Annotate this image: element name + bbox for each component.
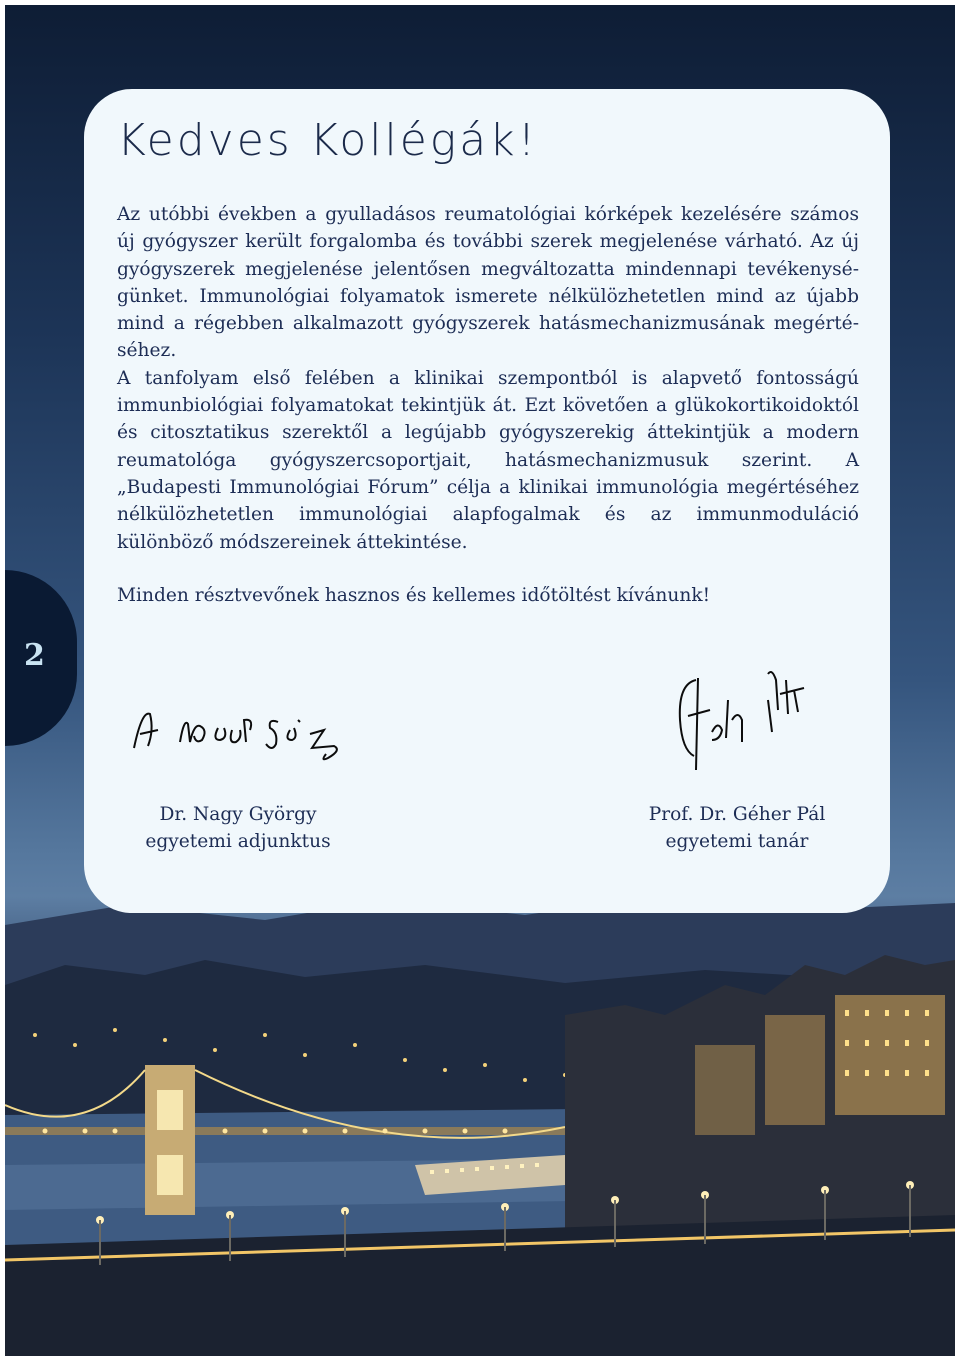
letter-closing: Minden résztvevőnek hasznos és kellemes időtöltést kívánunk!: [117, 585, 711, 606]
signatory-name: Prof. Dr. Géher Pál: [648, 804, 826, 825]
signature-nagy-image: [128, 700, 360, 770]
signatory-nagy: [124, 801, 352, 855]
letter-body: [117, 201, 859, 556]
signatory-name: Dr. Nagy György: [159, 804, 317, 825]
letter-title: Kedves Kollégák!: [117, 115, 539, 166]
signatory-geher: [630, 801, 844, 855]
letter-paragraph: Az utóbbi években a gyulladásos reumatológiai kórképek kezelésére számos új gyógyszer került forgalomba és további szerek megjelenése várható. Az új gyógyszerek megjelenése jelentősen megváltozatta mindennapi tevékenységünket. Immunológiai folyamatok ismerete nélkülözhetetlen mind az újabb mind a régebben alkalmazott gyógyszerek hatásmechanizmusának megértéséhez.: [117, 204, 859, 362]
budapest-night-photo: [5, 865, 955, 1356]
signatory-role: egyetemi tanár: [665, 831, 809, 852]
page-number: 2: [24, 638, 45, 673]
signatory-role: egyetemi adjunktus: [145, 831, 331, 852]
signature-geher-image: [668, 660, 820, 780]
letter-paragraph: A tanfolyam első felében a klinikai szempontból is alapvető fontosságú immunbiológiai folyamatokat tekintjük át. Ezt követően a glükokortikoidoktól és citosztatikus szerektől a legújabb gyógyszerekig áttekintjük a modern reumatológa gyógyszercsoportjait, hatásmechanizmusuk szerint. A „Budapesti Immunológiai Fórum” célja a klinikai immunológia megértéséhez nélkülözhetetlen immunológiai alapfogalmak és az immunmoduláció különböző módszereinek áttekintése.: [117, 367, 859, 553]
